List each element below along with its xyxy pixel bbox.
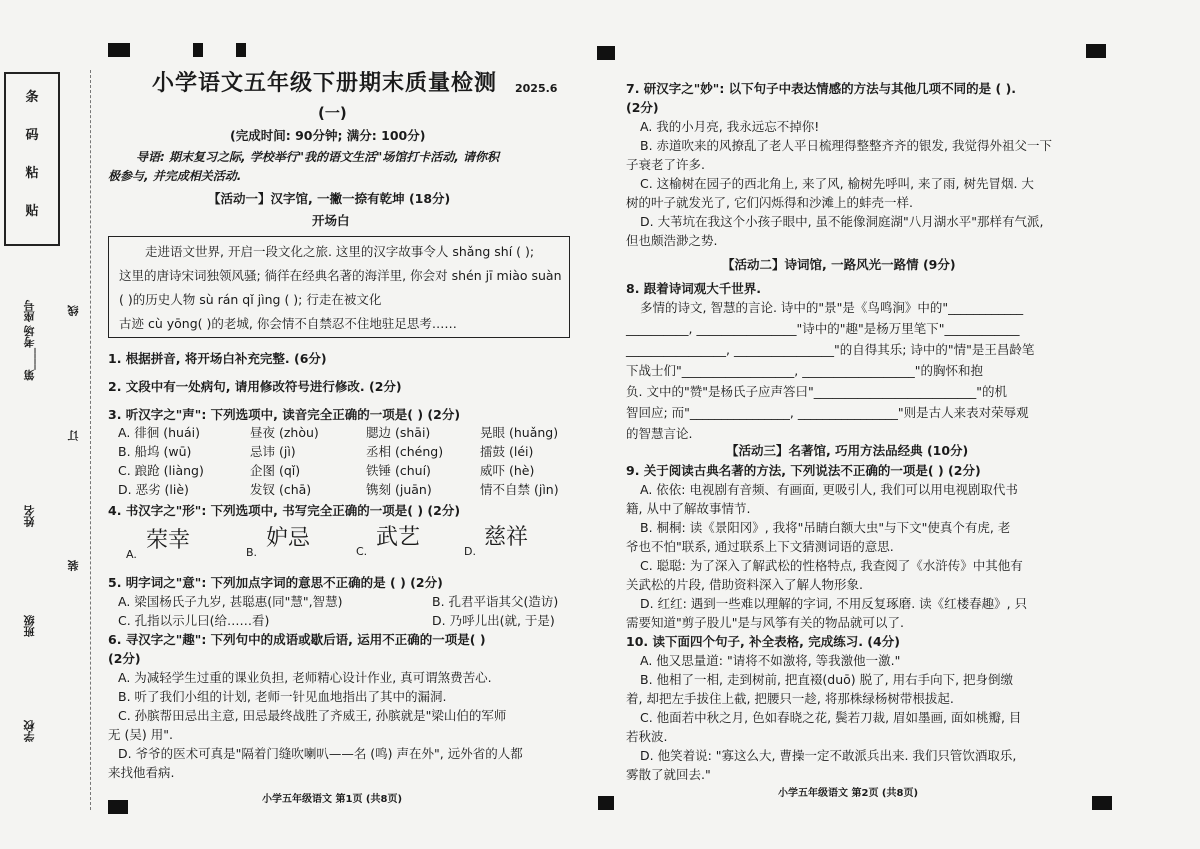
name-label: 姓名	[23, 505, 36, 527]
activity-title: 【活动一】汉字馆, 一撇一捺有乾坤 (18分)	[208, 191, 451, 206]
opening-text-box	[108, 236, 570, 338]
q4-option-text: 慈祥	[484, 525, 529, 550]
option-cell: A. 梁国杨氏子九岁, 甚聪惠(同"慧",智慧)	[118, 594, 343, 609]
option-cell: D. 恶劣 (liè)	[118, 482, 189, 497]
fill-line: __________, ________________"诗中的"趣"是杨万里笔下"____________	[626, 321, 1020, 336]
option-line: C. 这榆树在园子的西北角上, 来了风, 榆树先呼叫, 来了雨, 树先冒烟. 大	[640, 176, 1034, 191]
option-cell: 企图 (qǐ)	[250, 463, 301, 478]
registration-mark	[1092, 796, 1112, 810]
exam-date: 2025.6	[515, 82, 558, 95]
option-cell: 情不自禁 (jìn)	[480, 482, 559, 497]
registration-mark	[597, 46, 615, 60]
question-4: 4. 书汉字之"形": 下列选项中, 书写完全正确的一项是( ) (2分)	[108, 503, 461, 518]
option-line: 若秋波.	[626, 729, 668, 744]
activity-title: 【活动三】名著馆, 巧用方法品经典 (10分)	[726, 443, 969, 458]
option-line: A. 为减轻学生过重的课业负担, 老师精心设计作业, 真可谓煞费苦心.	[118, 670, 492, 685]
binding-line	[90, 70, 91, 810]
option-line: B. 赤道吹来的风撩乱了老人平日梳理得整整齐齐的银发, 我觉得外祖父一下	[640, 138, 1052, 153]
registration-mark	[598, 796, 614, 810]
question-8: 8. 跟着诗词观大千世界.	[626, 281, 762, 296]
option-cell: D. 乃呼儿出(就, 于是)	[432, 613, 555, 628]
option-line: D. 他笑着说: "寡这么大, 曹操一定不敢派兵出来. 我们只管饮酒取乐,	[640, 748, 1017, 763]
order-mark: 订	[67, 430, 80, 441]
option-line: 需要知道"剪子股儿"是与风筝有关的物品就可以了.	[626, 615, 904, 630]
registration-mark	[193, 43, 203, 57]
option-cell: A. 徘徊 (huái)	[118, 425, 200, 440]
option-line: 籍, 从中了解故事情节.	[626, 501, 751, 516]
option-cell: 发钗 (chā)	[250, 482, 312, 497]
page-footer: 小学五年级语文 第1页 (共8页)	[262, 794, 403, 805]
option-line: D. 红红: 遇到一些难以理解的字词, 不用反复琢磨. 读《红楼春趣》, 只	[640, 596, 1028, 611]
option-cell: B. 孔君平诣其父(造访)	[432, 594, 559, 609]
page-title: 小学语文五年级下册期末质量检测	[152, 70, 498, 96]
question-score: (2分)	[108, 651, 141, 666]
volume-label: (一)	[318, 104, 347, 122]
registration-mark	[236, 43, 246, 57]
option-cell: 腮边 (shāi)	[366, 425, 431, 440]
question-10: 10. 读下面四个句子, 补全表格, 完成练习. (4分)	[626, 634, 900, 649]
question-5: 5. 明字词之"意": 下列加点字词的意思不正确的是 ( ) (2分)	[108, 575, 443, 590]
option-cell: 忌讳 (jì)	[250, 444, 296, 459]
q4-option-label: A.	[126, 548, 137, 561]
option-line: B. 桐桐: 读《景阳冈》, 我将"吊睛白额大虫"与下文"使真个有虎, 老	[640, 520, 1011, 535]
option-line: 树的叶子就发光了, 它们闪烁得和沙滩上的蚌壳一样.	[626, 195, 913, 210]
fill-line: ________________, ________________"的自得其乐; 诗中的"情"是王昌龄笔	[626, 342, 1035, 357]
option-line: A. 依依: 电视剧有音频、有画面, 更吸引人, 我们可以用电视剧取代书	[640, 482, 1018, 497]
time-label: (完成时间: 90分钟; 满分: 100分)	[230, 128, 426, 143]
option-line: 着, 却把左手拔住上截, 把腰只一趁, 将那株绿杨树带根拔起.	[626, 691, 954, 706]
q4-option-text: 妒忌	[266, 526, 311, 551]
option-line: B. 他相了一相, 走到树前, 把直裰(duō) 脱了, 用右手向下, 把身倒缴	[640, 672, 1014, 687]
option-cell: 昼夜 (zhòu)	[250, 425, 319, 440]
barcode-area	[4, 72, 60, 246]
option-line: D. 大苇坑在我这个小孩子眼中, 虽不能像洞庭湖"八月湖水平"那样有气派,	[640, 214, 1044, 229]
option-line: C. 孙膑帮田忌出主意, 田忌最终战胜了齐威王, 孙膑就是"梁山伯的军师	[118, 708, 507, 723]
activity-title: 【活动二】诗词馆, 一路风光一路情 (9分)	[722, 257, 956, 272]
option-line: D. 爷爷的医术可真是"隔着门缝吹喇叭——名 (鸣) 声在外", 远外省的人都	[118, 746, 523, 761]
option-cell: 丞相 (chéng)	[366, 444, 444, 459]
barcode-char: 贴	[25, 204, 39, 219]
fill-line: 负. 文中的"赞"是杨氏子应声答曰"__________________________"的机	[626, 384, 1007, 399]
q4-option-text: 荣幸	[146, 528, 191, 553]
activity-subtitle: 开场白	[312, 213, 350, 228]
option-line: 雾散了就回去."	[626, 767, 711, 782]
question-2: 2. 文段中有一处病句, 请用修改符号进行修改. (2分)	[108, 379, 402, 394]
question-score: (2分)	[626, 100, 659, 115]
option-line: B. 听了我们小组的计划, 老师一针见血地指出了其中的漏洞.	[118, 689, 447, 704]
option-line: A. 他又思量道: "请将不如激将, 等我激他一激."	[640, 653, 901, 668]
registration-mark	[108, 43, 130, 57]
option-line: 无 (吴) 用".	[108, 727, 173, 742]
fill-line: 智回应; 而"________________, ________________"则是古人来表对荣辱观	[626, 405, 1029, 420]
q4-option-label: D.	[464, 545, 476, 558]
q4-option-text: 武艺	[376, 525, 421, 550]
option-line: C. 他面若中秋之月, 色如春晓之花, 鬓若刀裁, 眉如墨画, 面如桃瓣, 目	[640, 710, 1022, 725]
seat-label: 第____考场 座号	[23, 300, 36, 381]
question-1: 1. 根据拼音, 将开场白补充完整. (6分)	[108, 351, 327, 366]
option-cell: 镌刻 (juān)	[366, 482, 432, 497]
fill-line: 下战士们"__________________, __________________"的胸怀和抱	[626, 363, 983, 378]
fill-line: 的智慧言论.	[626, 426, 693, 441]
registration-mark	[1086, 44, 1106, 58]
page-footer: 小学五年级语文 第2页 (共8页)	[778, 788, 919, 799]
registration-mark	[108, 800, 128, 814]
q4-option-label: B.	[246, 546, 258, 559]
q4-option-label: C.	[356, 545, 368, 558]
line-mark: 线	[67, 305, 80, 316]
option-line: 关武松的片段, 借助资料深入了解人物形象.	[626, 577, 863, 592]
question-3: 3. 听汉字之"声": 下列选项中, 读音完全正确的一项是( ) (2分)	[108, 407, 461, 422]
barcode-char: 码	[25, 128, 39, 143]
question-7: 7. 研汉字之"妙": 以下句子中表达情感的方法与其他几项不同的是 ( ).	[626, 81, 1017, 96]
option-cell: 晃眼 (huǎng)	[480, 425, 559, 440]
guide-text: 极参与, 并完成相关活动.	[108, 169, 242, 183]
option-cell: C. 踉跄 (liàng)	[118, 463, 204, 478]
box-line: 这里的唐诗宋词独领风骚; 徜徉在经典名著的海洋里, 你会对 shén jī miào suàn	[119, 268, 562, 283]
guide-text: 导语: 期末复习之际, 学校举行"我的语文生活"场馆打卡活动, 请你积	[136, 150, 499, 164]
barcode-char: 条	[25, 90, 39, 105]
option-cell: 擂鼓 (léi)	[480, 444, 534, 459]
option-line: A. 我的小月亮, 我永远忘不掉你!	[640, 119, 820, 134]
box-line: ( )的历史人物 sù rán qǐ jìng ( ); 行走在被文化	[119, 292, 382, 307]
option-line: 来找他看病.	[108, 765, 175, 780]
bind-mark: 装	[67, 560, 80, 571]
option-line: 但也颇浩渺之势.	[626, 233, 718, 248]
school-label: 学校	[23, 720, 36, 742]
option-cell: C. 孔指以示儿曰(给……看)	[118, 613, 270, 628]
option-cell: 铁锤 (chuí)	[366, 463, 431, 478]
option-line: 爷也不怕"联系, 通过联系上下文猜测词语的意思.	[626, 539, 894, 554]
question-6: 6. 寻汉字之"趣": 下列句中的成语或歇后语, 运用不正确的一项是( )	[108, 632, 486, 647]
box-line: 古迹 cù yōng( )的老城, 你会情不自禁忍不住地驻足思考……	[119, 316, 457, 331]
class-label: 班级	[23, 615, 36, 637]
option-cell: 威吓 (hè)	[480, 463, 535, 478]
box-line: 走进语文世界, 开启一段文化之旅. 这里的汉字故事令人 shǎng shí ( );	[145, 244, 535, 259]
option-line: 子衰老了许多.	[626, 157, 705, 172]
option-cell: B. 船坞 (wū)	[118, 444, 192, 459]
question-9: 9. 关于阅读古典名著的方法, 下列说法不正确的一项是( ) (2分)	[626, 463, 981, 478]
barcode-char: 粘	[25, 166, 39, 181]
fill-line: 多情的诗文, 智慧的言论. 诗中的"景"是《鸟鸣涧》中的"____________	[640, 300, 1024, 315]
option-line: C. 聪聪: 为了深入了解武松的性格特点, 我查阅了《水浒传》中其他有	[640, 558, 1023, 573]
